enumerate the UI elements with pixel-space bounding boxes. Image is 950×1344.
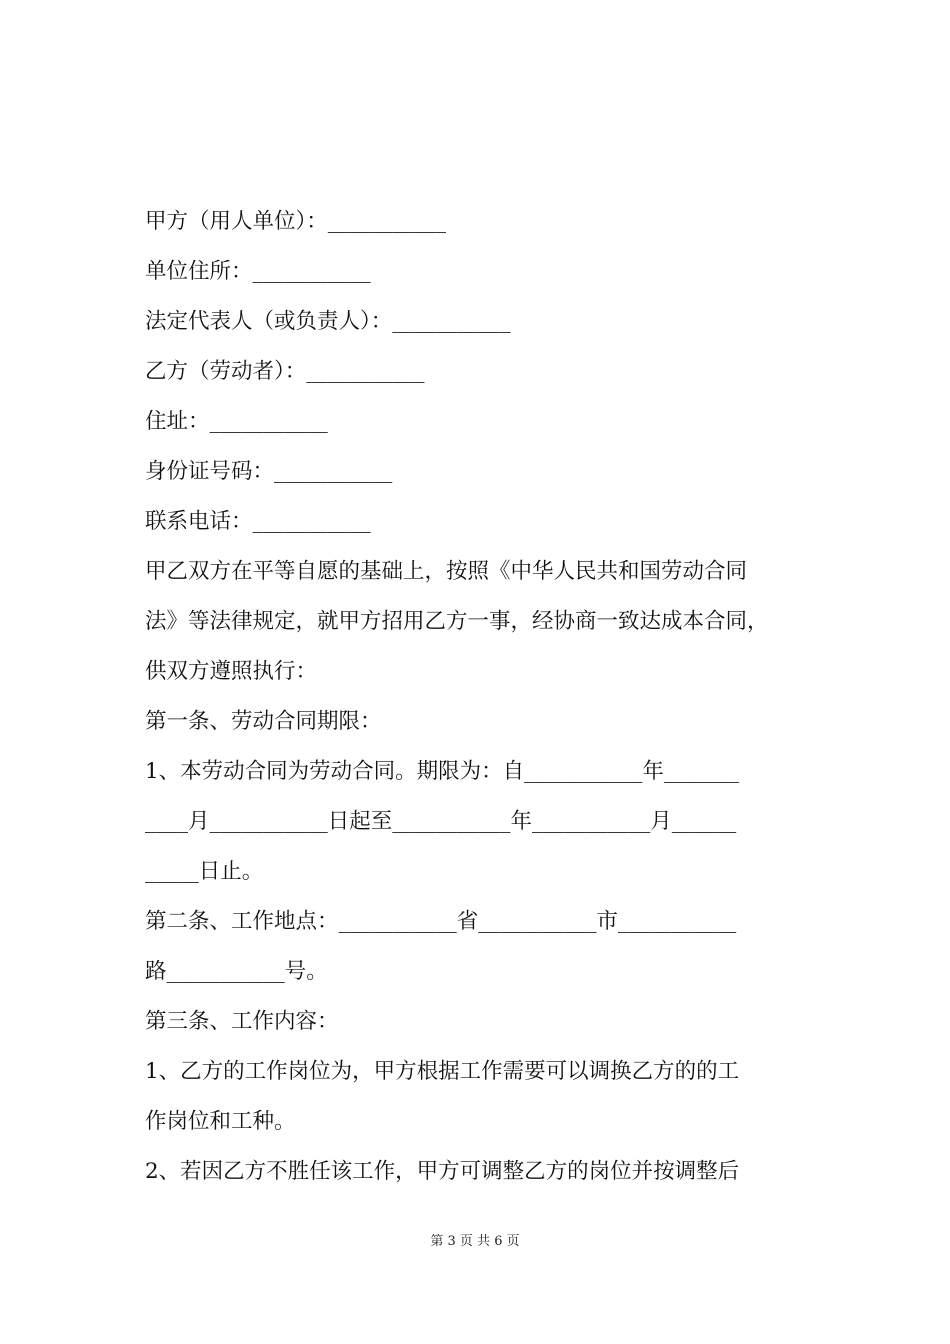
article-1-clause-1: ____月___________日起至___________年___________月______ <box>145 809 737 834</box>
article-2-line: 路___________号。 <box>145 959 328 984</box>
id-number-field: 身份证号码：___________ <box>145 459 393 484</box>
phone-field: 联系电话：___________ <box>145 509 371 534</box>
legal-representative-field: 法定代表人（或负责人）：___________ <box>145 309 511 334</box>
contract-body <box>145 197 807 1197</box>
preamble-line: 法》等法律规定，就甲方招用乙方一事，经协商一致达成本合同， <box>145 609 769 634</box>
article-3-clause-1: 作岗位和工种。 <box>145 1109 296 1134</box>
article-2-heading: 第二条、工作地点：___________省___________市___________ <box>145 909 737 934</box>
party-a-field: 甲方（用人单位）：___________ <box>145 209 447 234</box>
article-1-clause-1: 1、本劳动合同为劳动合同。期限为：自___________年_______ <box>145 759 740 784</box>
page-number-footer: 第 3 页 共 6 页 <box>430 1234 520 1249</box>
article-3-clause-2: 2、若因乙方不胜任该工作，甲方可调整乙方的岗位并按调整后 <box>145 1159 740 1184</box>
preamble-line: 甲乙双方在平等自愿的基础上，按照《中华人民共和国劳动合同 <box>145 559 748 584</box>
article-3-heading: 第三条、工作内容： <box>145 1009 339 1034</box>
company-address-field: 单位住所：___________ <box>145 259 371 284</box>
address-field: 住址：___________ <box>145 409 328 434</box>
article-1-clause-1: _____日止。 <box>145 859 264 884</box>
article-3-clause-1: 1、乙方的工作岗位为，甲方根据工作需要可以调换乙方的的工 <box>145 1059 740 1084</box>
party-b-field: 乙方（劳动者）：___________ <box>145 359 425 384</box>
article-1-heading: 第一条、劳动合同期限： <box>145 709 382 734</box>
preamble-line: 供双方遵照执行： <box>145 659 318 684</box>
